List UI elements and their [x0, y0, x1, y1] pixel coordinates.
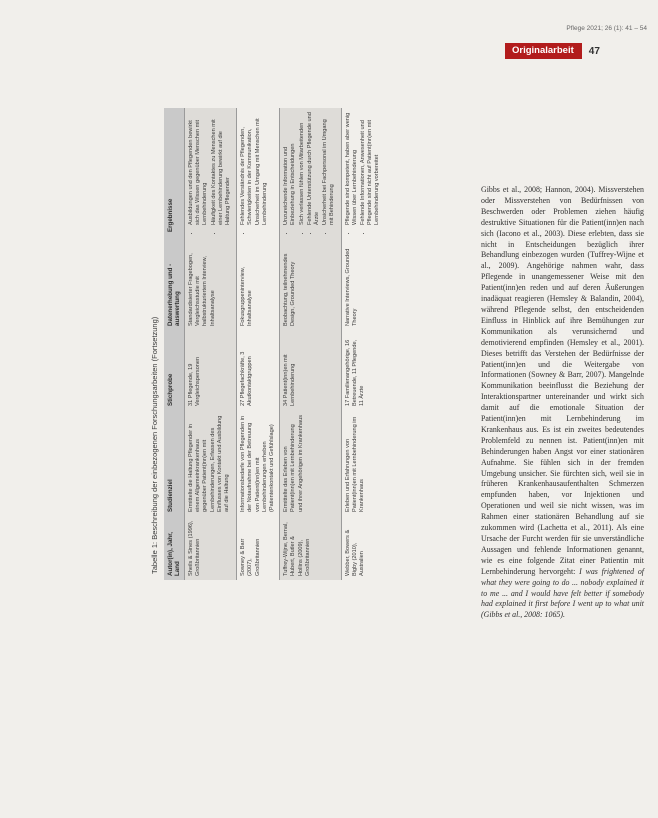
cell-aim: Informationsbedarfe von Pflegenden in der Notaufnahme bei der Betreuung von Patient(inn)en mit Lernbehinderungen erheben (Patientenkontakt und Gefühlslage)	[237, 410, 280, 516]
cell-results	[280, 108, 341, 236]
cell-author: Sheils & Sines (1996), Großbritannien	[185, 516, 237, 580]
cell-sample: 17 Familienangehörige, 16 Betreuende, 11 Pflegende, 11 Ärzte	[341, 330, 386, 410]
study-table	[164, 108, 386, 580]
result-item: • Fehlendes Verständnis der Pflegenden, Schwierigkeiten in der Kommunikation, Unsicherheit im Umgang mit Menschen mit Lernbehinderung	[240, 112, 269, 225]
col-header-author: Autor(in), Jahr, Land	[164, 516, 185, 580]
col-header-aim: Studienziel	[164, 410, 185, 516]
table-row	[185, 108, 237, 580]
page-number: 47	[588, 45, 600, 57]
cell-author: Sowney & Barr (2007), Großbritannien	[237, 516, 280, 580]
col-header-sample: Stichprobe	[164, 330, 185, 410]
cell-sample: 31 Pflegende, 19 Vergleichspersonen	[185, 330, 237, 410]
quote-text: I was frightened of what they were going to do ... nobody explained it to me ... and I would have felt better if somebody had explained it first before I went up to what unit (Gibbs et al., 2008: 1065).	[481, 566, 644, 620]
cell-method: Beobachtung, teilnehmendes Design, Grounded Theory	[280, 236, 341, 330]
section-badge: Originalarbeit	[505, 43, 582, 59]
cell-method: Narrative Interviews, Grounded Theory	[341, 236, 386, 330]
result-item: • Pflegende sind kompetent, haben aber wenig Wissen über Lernbehinderung	[345, 112, 359, 225]
cell-results	[341, 108, 386, 236]
cell-sample: 27 Pflegefachkräfte, 3 Akutkontaktgruppen	[237, 330, 280, 410]
col-header-results: Ergebnisse	[164, 108, 185, 236]
cell-method: Standardisierter Fragebogen, Vergleichsstudie mit halbstrukturiertem Interview, Inhaltsanalyse	[185, 236, 237, 330]
result-item: • Sich verlassen fühlen von Mitarbeitenden	[299, 112, 306, 225]
cell-aim: Ermittelte die Haltung Pflegender in einem Allgemeinkrankenhaus gegenüber Patient(inn)en mit Lernbehinderungen, Erfassen des Einflusses von Kontakt und Ausbildung auf die Haltung	[185, 410, 237, 516]
table-row	[280, 108, 341, 580]
table-row	[341, 108, 386, 580]
cell-author: Webber, Bowers & Bigby (2010), Australien	[341, 516, 386, 580]
body-paragraph: Gibbs et al., 2008; Hannon, 2004). Missverstehen oder Missverstehen von Bedürfnissen von Beschwerden oder Problemen ziehen häufig destruktive Situationen für die Patient(inn)en nach sich (Iacono et al., 2003). Diese erlebten, dass sie nicht in Entscheidungen bezüglich ihrer Behandlung einbezogen wurden (Tuffrey-Wijne et al., 2009). Angehörige nahmen wahr, dass Pflegende in unangemessener Weise mit den Patient(inn)en reden und auf deren Äußerungen inadäquat reagieren (Hemsley & Balandin, 2004), während Pflegende selbst, den entscheidenden Einfluss in Hinblick auf ihre Bemühungen zur Kommunikation als verunsichernd und demotivierend empfinden (Hemsley et al., 2001). Dieses betrifft das Verstehen der Bedürfnisse der Patient(inn)en und die Weitergabe von Informationen (Sowney & Barr, 2007). Mangelnde Kommunikation beeinflusst die Beziehung der Interaktionspartner untereinander und wirkt sich damit auf die emotionale Situation der Patient(inn)en mit Lernbehinderung im Krankenhaus aus. Es ist ein zweites bedeutendes Problemfeld zu nennen ist.	[481, 185, 644, 445]
result-item: • Unsicherheit bei Fachpersonal im Umgang mit Behinderung	[322, 112, 336, 225]
result-item: • Fehlende Informationen, Anwesenheit und Pflegende sind nicht auf Patient(inn)en mit Lernbehinderung vorbereitet	[360, 112, 382, 225]
result-item: • Fehlende Unterstützung durch Pflegende und Ärzte	[307, 112, 321, 225]
rotated-table-block	[150, 100, 530, 580]
cell-results	[237, 108, 280, 236]
table-caption: Tabelle 1: Beschreibung der einbezogenen Forschungsarbeiten (Fortsetzung)	[150, 316, 159, 574]
section-header	[505, 43, 645, 59]
cell-results	[185, 108, 237, 236]
result-item: • Ausbildungen und den Pflegenden bewirkt sich das Wissen gegenüber Menschen mit Lernbehinderung	[188, 112, 210, 225]
cell-aim: Erleben und Erfahrungen von Patient(inn)en mit Lernbehinderung im Krankenhaus	[341, 410, 386, 516]
cell-sample: 34 Patient(inn)en mit Lernbehinderung	[280, 330, 341, 410]
col-header-method: Datenerhebung und -auswertung	[164, 236, 185, 330]
journal-reference: Pflege 2021; 26 (1): 41 – 54	[566, 25, 647, 32]
table-header-row	[164, 108, 185, 580]
result-item: • Häufigkeit des Kontaktes zu Menschen mit einer Lernbehinderung bewirkt auf die Haltung Pflegender	[211, 112, 233, 225]
cell-author: Tuffrey-Wijne, Bernal, Hubert, Butler & Hollins (2009), Großbritannien	[280, 516, 341, 580]
result-item: • Unzureichende Information und Einbeziehung in Entscheidungen	[283, 112, 297, 225]
body-text-column	[481, 185, 644, 621]
table-row	[237, 108, 280, 580]
body-paragraph: Patient(inn)en mit Behinderungen haben Angst vor einer stationären Aufnahme. Sie fühlen sich in der fremden Umgebung unsicher. Sie fürchten sich, weil sie in früheren Krankenhausaufenthalten Schmerzen empfunden haben, vor Injektionen und Operationen und weil sie nicht wissen, was im Rahmen einer stationären Behandlung auf sie zukommen wird (Lachetta et al., 2011). Als eine Ursache der Furcht werden für sie unverständliche Aussagen und fehlende Informationen genannt, wie es eine folgende Zitat einer Patientin mit Lernbehinderung hervorgeht:	[481, 435, 644, 576]
cell-method: Fokusgruppeninterview, Inhaltsanalyse	[237, 236, 280, 330]
cell-aim: Ermittelte das Erleben von Patient(inn)en mit Lernbehinderung und ihrer Angehörigen im Krankenhaus	[280, 410, 341, 516]
